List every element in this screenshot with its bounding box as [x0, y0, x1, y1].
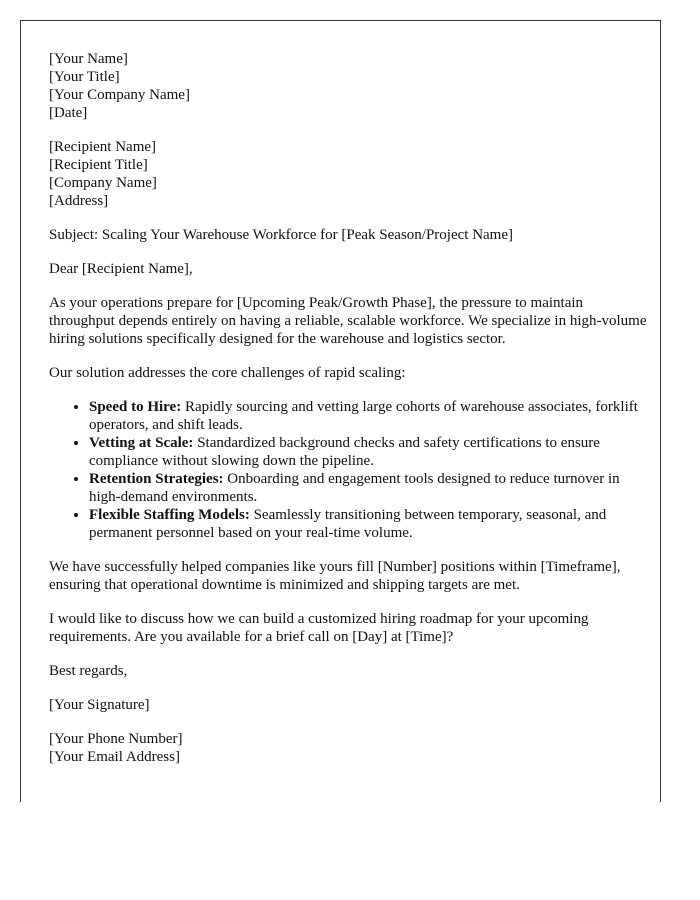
sender-block [49, 50, 649, 122]
recipient-block [49, 138, 649, 210]
closing: Best regards, [49, 663, 128, 679]
list-item-text: Onboarding and engagement tools designed to reduce turnover in high-demand environments. [89, 471, 620, 505]
contact-block [49, 730, 649, 766]
sender-company: [Your Company Name] [49, 87, 190, 103]
subject-line: Subject: Scaling Your Warehouse Workforce for [Peak Season/Project Name] [49, 227, 514, 243]
letter-date: [Date] [49, 105, 88, 121]
contact-phone: [Your Phone Number] [49, 731, 183, 747]
signature: [Your Signature] [49, 697, 150, 713]
list-item-term: Speed to Hire: [89, 399, 182, 415]
recipient-company: [Company Name] [49, 175, 157, 191]
challenge-list [49, 398, 649, 542]
list-item [89, 506, 649, 542]
sender-name: [Your Name] [49, 51, 128, 67]
letter-body [49, 50, 649, 782]
list-item-text: Rapidly sourcing and vetting large cohorts of warehouse associates, forklift operators, and shift leads. [89, 399, 638, 433]
cta-paragraph: I would like to discuss how we can build a customized hiring roadmap for your upcoming requirements. Are you available for a brief call on [Day] at [Time]? [49, 611, 589, 645]
list-item-text: Standardized background checks and safety certifications to ensure compliance without slowing down the pipeline. [89, 435, 600, 469]
intro-paragraph: As your operations prepare for [Upcoming Peak/Growth Phase], the pressure to maintain throughput depends entirely on having a reliable, scalable workforce. We specialize in high-volume hiring solutions specifically designed for the warehouse and logistics sector. [49, 295, 647, 347]
contact-email: [Your Email Address] [49, 749, 180, 765]
recipient-address: [Address] [49, 193, 109, 209]
recipient-title: [Recipient Title] [49, 157, 148, 173]
list-item-term: Vetting at Scale: [89, 435, 194, 451]
salutation: Dear [Recipient Name], [49, 261, 193, 277]
list-item-term: Retention Strategies: [89, 471, 224, 487]
list-item-text: Seamlessly transitioning between temporary, seasonal, and permanent personnel based on your real-time volume. [89, 507, 607, 541]
list-item [89, 470, 649, 506]
letter-page [20, 20, 661, 802]
list-item [89, 434, 649, 470]
list-item [89, 398, 649, 434]
results-paragraph: We have successfully helped companies like yours fill [Number] positions within [Timeframe], ensuring that operational downtime is minimized and shipping targets are met. [49, 559, 621, 593]
recipient-name: [Recipient Name] [49, 139, 157, 155]
sender-title: [Your Title] [49, 69, 120, 85]
solution-lead: Our solution addresses the core challenges of rapid scaling: [49, 365, 406, 381]
list-item-term: Flexible Staffing Models: [89, 507, 250, 523]
